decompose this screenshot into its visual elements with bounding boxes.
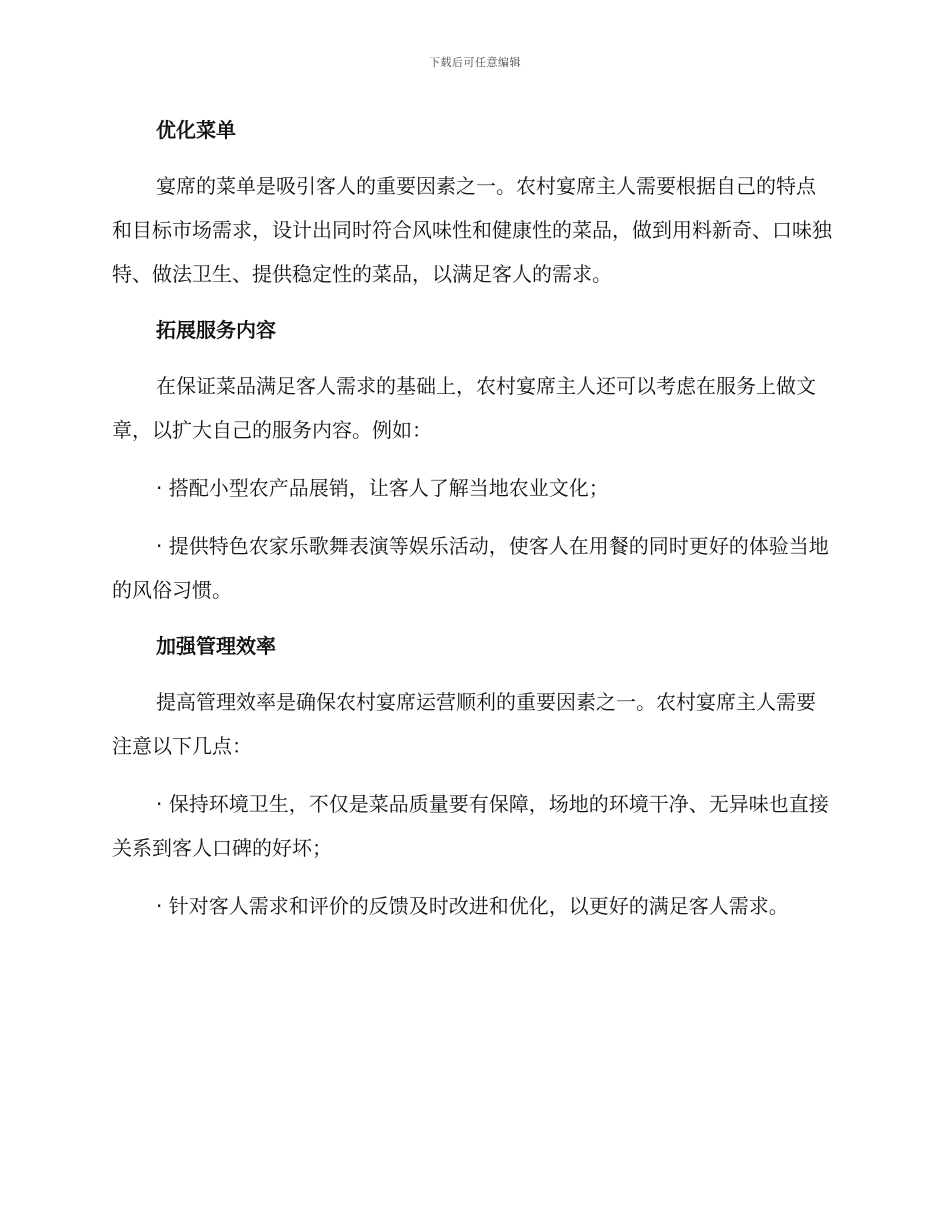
section-heading-management: 加强管理效率 [156, 634, 276, 658]
paragraph: 在保证菜品满足客人需求的基础上，农村宴席主人还可以考虑在服务上做文章，以扩大自己的服务内容。例如： [112, 374, 816, 442]
section-heading-services: 拓展服务内容 [156, 318, 276, 342]
bullet-item: · 针对客人需求和评价的反馈及时改进和优化，以更好的满足客人需求。 [156, 894, 789, 918]
document-body [112, 110, 832, 942]
paragraph: 宴席的菜单是吸引客人的重要因素之一。农村宴席主人需要根据自己的特点和目标市场需求，设计出同时符合风味性和健康性的菜品，做到用料新奇、口味独特、做法卫生、提供稳定性的菜品，以满足客人的需求。 [112, 174, 832, 286]
bullet-item: · 提供特色农家乐歌舞表演等娱乐活动，使客人在用餐的同时更好的体验当地的风俗习惯。 [112, 534, 829, 602]
bullet-item: · 保持环境卫生，不仅是菜品质量要有保障，场地的环境干净、无异味也直接关系到客人口碑的好坏； [112, 792, 829, 860]
page-header: 下载后可任意编辑 [429, 56, 521, 69]
paragraph: 提高管理效率是确保农村宴席运营顺利的重要因素之一。农村宴席主人需要注意以下几点： [112, 690, 816, 758]
section-heading-menu: 优化菜单 [156, 118, 236, 142]
bullet-item: · 搭配小型农产品展销，让客人了解当地农业文化； [156, 476, 609, 500]
